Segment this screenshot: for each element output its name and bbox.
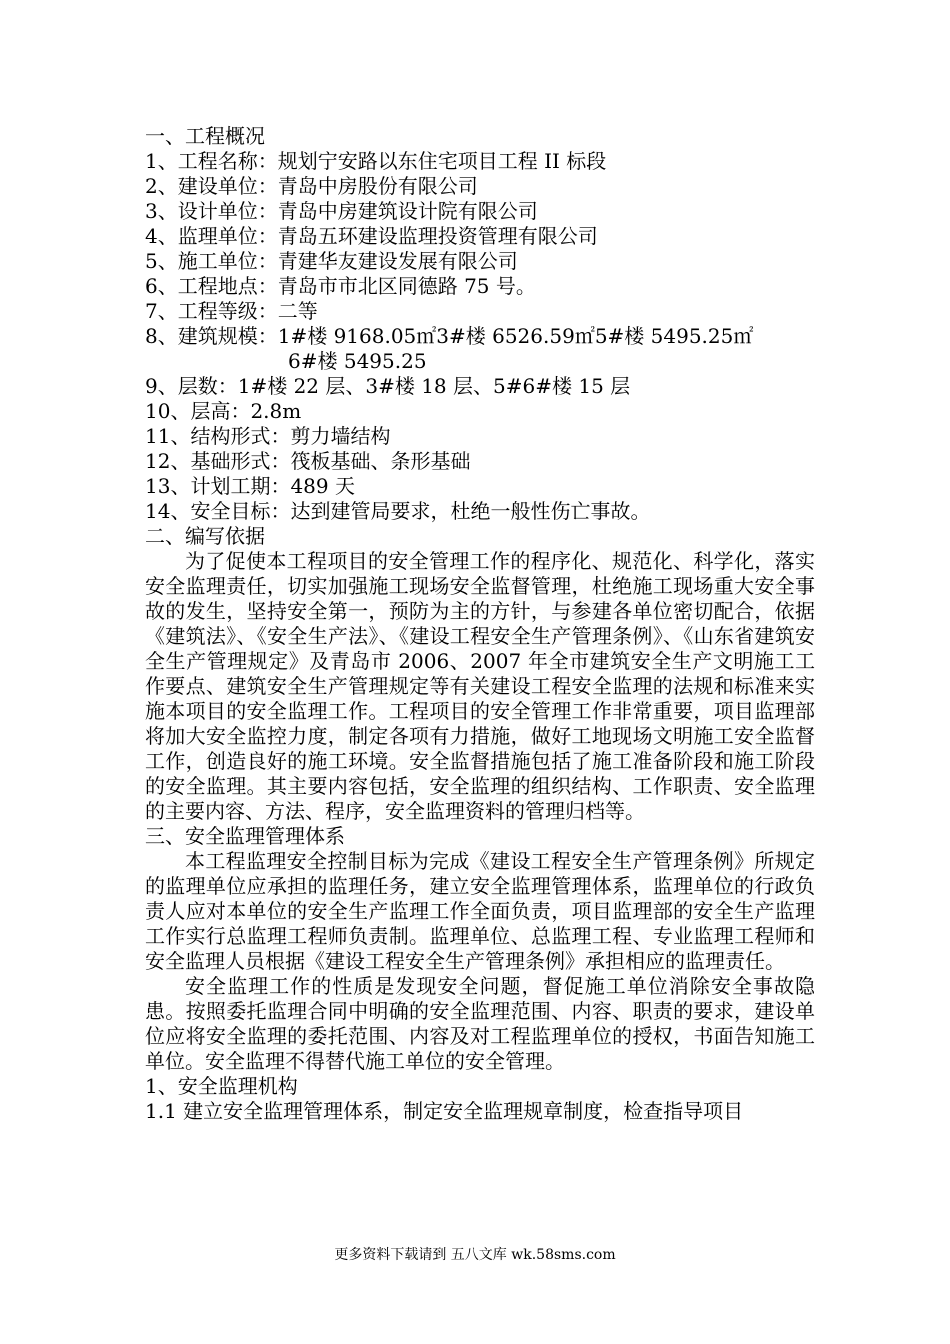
- sub-item: 1.1 建立安全监理管理体系，制定安全监理规章制度，检查指导项目: [145, 1099, 744, 1123]
- info-item-location: 6、工程地点：青岛市市北区同德路 75 号。: [145, 274, 536, 298]
- info-item-owner: 2、建设单位：青岛中房股份有限公司: [145, 174, 478, 198]
- info-item-contractor: 5、施工单位：青建华友建设发展有限公司: [145, 249, 518, 273]
- section-heading: 二、编写依据: [145, 524, 265, 548]
- section-heading: 三、安全监理管理体系: [145, 824, 345, 848]
- info-item-supervisor: 4、监理单位：青岛五环建设监理投资管理有限公司: [145, 224, 598, 248]
- sub-heading: 1、安全监理机构: [145, 1074, 298, 1098]
- info-item-scale: 8、建筑规模：1#楼 9168.05㎡3#楼 6526.59㎡5#楼 5495.25㎡: [145, 324, 754, 348]
- info-item-project-name: 1、工程名称：规划宁安路以东住宅项目工程 II 标段: [145, 149, 607, 173]
- body-paragraph: 本工程监理安全控制目标为完成《建设工程安全生产管理条例》所规定的监理单位应承担的监理任务，建立安全监理管理体系，监理单位的行政负责人应对本单位的安全生产监理工作全面负责，项目监理部的安全生产监理工作实行总监理工程师负责制。监理单位、总监理工程、专业监理工程师和安全监理人员根据《建设工程安全生产管理条例》承担相应的监理责任。: [145, 849, 815, 973]
- body-paragraph: 安全监理工作的性质是发现安全问题，督促施工单位消除安全事故隐患。按照委托监理合同中明确的安全监理范围、内容、职责的要求，建设单位应将安全监理的委托范围、内容及对工程监理单位的授权，书面告知施工单位。安全监理不得替代施工单位的安全管理。: [145, 974, 815, 1073]
- body-paragraph: 为了促使本工程项目的安全管理工作的程序化、规范化、科学化，落实安全监理责任，切实加强施工现场安全监督管理，杜绝施工现场重大安全事故的发生，坚持安全第一，预防为主的方针，与参建各单位密切配合，依据《建筑法》、《安全生产法》、《建设工程安全生产管理条例》、《山东省建筑安全生产管理规定》及青岛市 2006、2007 年全市建筑安全生产文明施工工作要点、建筑安全生产管理规定等有关建设工程安全监理的法规和标准来实施本项目的安全监理工作。工程项目的安全管理工作非常重要，项目监理部将加大安全监控力度，制定各项有力措施，做好工地现场文明施工安全监督工作，创造良好的施工环境。安全监督措施包括了施工准备阶段和施工阶段的安全监理。其主要内容包括，安全监理的组织结构、工作职责、安全监理的主要内容、方法、程序，安全监理资料的管理归档等。: [145, 549, 815, 823]
- section-heading: 一、工程概况: [145, 124, 265, 148]
- info-item-schedule: 13、计划工期：489 天: [145, 474, 355, 498]
- info-item-floor-height: 10、层高：2.8m: [145, 399, 302, 423]
- info-item-designer: 3、设计单位：青岛中房建筑设计院有限公司: [145, 199, 538, 223]
- footer-text: 更多资料下载请到 五八文库 wk.58sms.com: [334, 1247, 616, 1263]
- info-item-scale-continued: 6#楼 5495.25: [288, 349, 427, 373]
- document-page: [145, 124, 815, 1124]
- info-item-grade: 7、工程等级：二等: [145, 299, 318, 323]
- info-item-structure: 11、结构形式：剪力墙结构: [145, 424, 391, 448]
- info-item-floors: 9、层数：1#楼 22 层、3#楼 18 层、5#6#楼 15 层: [145, 374, 631, 398]
- info-item-safety-goal: 14、安全目标：达到建管局要求，杜绝一般性伤亡事故。: [145, 499, 651, 523]
- info-item-foundation: 12、基础形式：筏板基础、条形基础: [145, 449, 471, 473]
